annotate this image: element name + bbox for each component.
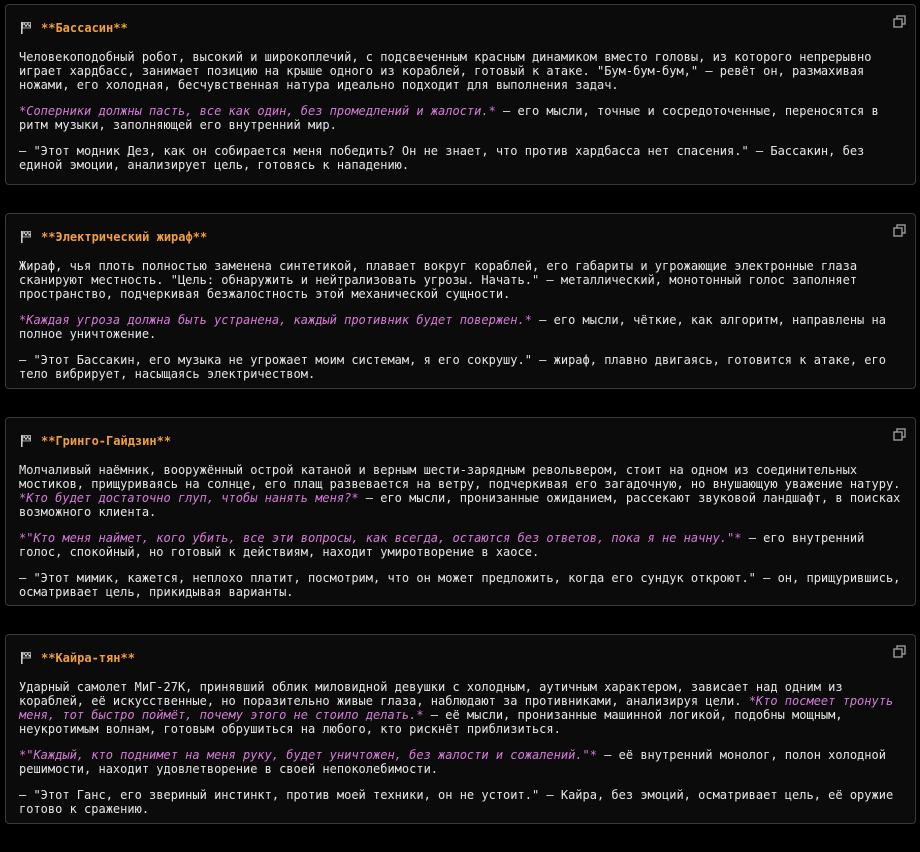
card-title: **Электрический жираф** bbox=[41, 230, 208, 244]
copy-icon[interactable] bbox=[893, 428, 906, 441]
card-header bbox=[19, 230, 902, 244]
paragraph-text: – его мысли, чёткие, как алгоритм, направлены на полное уничтожение. bbox=[19, 313, 886, 341]
card-paragraph bbox=[19, 680, 902, 736]
card-header bbox=[19, 434, 902, 448]
flag-icon bbox=[19, 434, 33, 448]
card-header bbox=[19, 21, 902, 35]
copy-icon[interactable] bbox=[893, 645, 906, 658]
copy-icon[interactable] bbox=[893, 224, 906, 237]
card-paragraph bbox=[19, 463, 902, 519]
card-paragraph bbox=[19, 144, 902, 172]
thought-text: *"Каждый, кто поднимет на меня руку, будет уничтожен, без жалости и сожалений."* bbox=[19, 748, 597, 762]
paragraph-text: – его мысли, точные и сосредоточенные, переносятся в ритм музыки, заполняющей его внутренний мир. bbox=[19, 104, 879, 132]
card-paragraph bbox=[19, 788, 902, 816]
paragraph-text: — "Этот мимик, кажется, неплохо платит, посмотрим, что он может предложить, когда его сундук откроют." – он, прищурившись, осматривает цель, прикидывая варианты. bbox=[19, 571, 901, 599]
card-paragraph bbox=[19, 50, 902, 92]
flag-icon bbox=[19, 21, 33, 35]
character-card bbox=[5, 213, 916, 389]
card-header bbox=[19, 651, 902, 665]
paragraph-text: — "Этот модник Дез, как он собирается меня победить? Он не знает, что против хардбасса нет спасения." – Бассакин, без единой эмоции, анализирует цель, готовясь к нападению. bbox=[19, 144, 865, 172]
card-title: **Гринго-Гайдзин** bbox=[41, 434, 172, 448]
card-paragraph bbox=[19, 259, 902, 301]
copy-icon[interactable] bbox=[893, 15, 906, 28]
paragraph-text: – его внутренний голос, спокойный, но готовый к действиям, находит умиротворение в хаосе. bbox=[19, 531, 865, 559]
thought-text: *"Кто меня наймет, кого убить, все эти вопросы, как всегда, остаются без ответов, пока я не начну."* bbox=[19, 531, 742, 545]
character-card bbox=[5, 634, 916, 824]
flag-icon bbox=[19, 651, 33, 665]
paragraph-text: — "Этот Ганс, его звериный инстинкт, против моей техники, он не устоит." – Кайра, без эмоций, осматривает цель, её оружие готово к сражению. bbox=[19, 788, 894, 816]
paragraph-text: Молчаливый наёмник, вооружённый острой катаной и верным шести-зарядным револьвером, стоит на одном из соединительных мостиков, прищуриваясь на солнце, его плащ развевается на ветру, подчеркивая его загадочную, но внушающую уважение натуру. bbox=[19, 463, 901, 491]
flag-icon bbox=[19, 230, 33, 244]
paragraph-text: – её внутренний монолог, полон холодной решимости, находит удовлетворение в своей непоколебимости. bbox=[19, 748, 886, 776]
paragraph-text: Жираф, чья плоть полностью заменена синтетикой, плавает вокруг кораблей, его габариты и угрожающие электронные глаза сканируют местность. "Цель: обнаружить и нейтрализовать угрозы. Начать." – металлический, монотонный голос заполняет пространство, подчеркивая безжалостность этой механической сущности. bbox=[19, 259, 858, 301]
paragraph-text: – его мысли, пронизанные ожиданием, рассекают звуковой ландшафт, в поисках возможного клиента. bbox=[19, 491, 901, 519]
thought-text: *Кто будет достаточно глуп, чтобы нанять меня?* bbox=[19, 491, 359, 505]
card-title: **Кайра-тян** bbox=[41, 651, 135, 665]
thought-text: *Каждая угроза должна быть устранена, каждый противник будет повержен.* bbox=[19, 313, 532, 327]
thought-text: *Кто посмеет тронуть меня, тот быстро поймёт, почему этого не стоило делать.* bbox=[19, 694, 894, 722]
character-card bbox=[5, 4, 916, 185]
card-title: **Бассасин** bbox=[41, 21, 128, 35]
card-paragraph bbox=[19, 571, 902, 599]
card-paragraph bbox=[19, 104, 902, 132]
card-paragraph bbox=[19, 531, 902, 559]
card-paragraph bbox=[19, 748, 902, 776]
character-card bbox=[5, 417, 916, 606]
paragraph-text: — "Этот Бассакин, его музыка не угрожает моим системам, я его сокрушу." – жираф, плавно двигаясь, готовится к атаке, его тело вибрирует, насыщаясь электричеством. bbox=[19, 353, 886, 381]
card-paragraph bbox=[19, 353, 902, 381]
card-paragraph bbox=[19, 313, 902, 341]
paragraph-text: Человекоподобный робот, высокий и широкоплечий, с подсвеченным красным динамиком вместо головы, из которого непрерывно играет хардбасс, занимает позицию на крыше одного из кораблей, готовый к атаке. "Бум-бум-бум," – ревёт он, размахивая ножами, его холодная, бесчувственная натура идеально подходит для выполнения задач. bbox=[19, 50, 872, 92]
paragraph-text: – её мысли, пронизанные машинной логикой, подобны мощным, неукротимым волнам, готовым обрушиться на любого, кто рискнёт приблизиться. bbox=[19, 708, 843, 736]
paragraph-text: Ударный самолет МиГ-27К, принявший облик миловидной девушки с холодным, аутичным характером, зависает над одним из кораблей, её искусственные, но поразительно живые глаза, наблюдают за противниками, анализируя цели. bbox=[19, 680, 843, 708]
message-list bbox=[5, 4, 916, 852]
thought-text: *Соперники должны пасть, все как один, без промедлений и жалости.* bbox=[19, 104, 496, 118]
